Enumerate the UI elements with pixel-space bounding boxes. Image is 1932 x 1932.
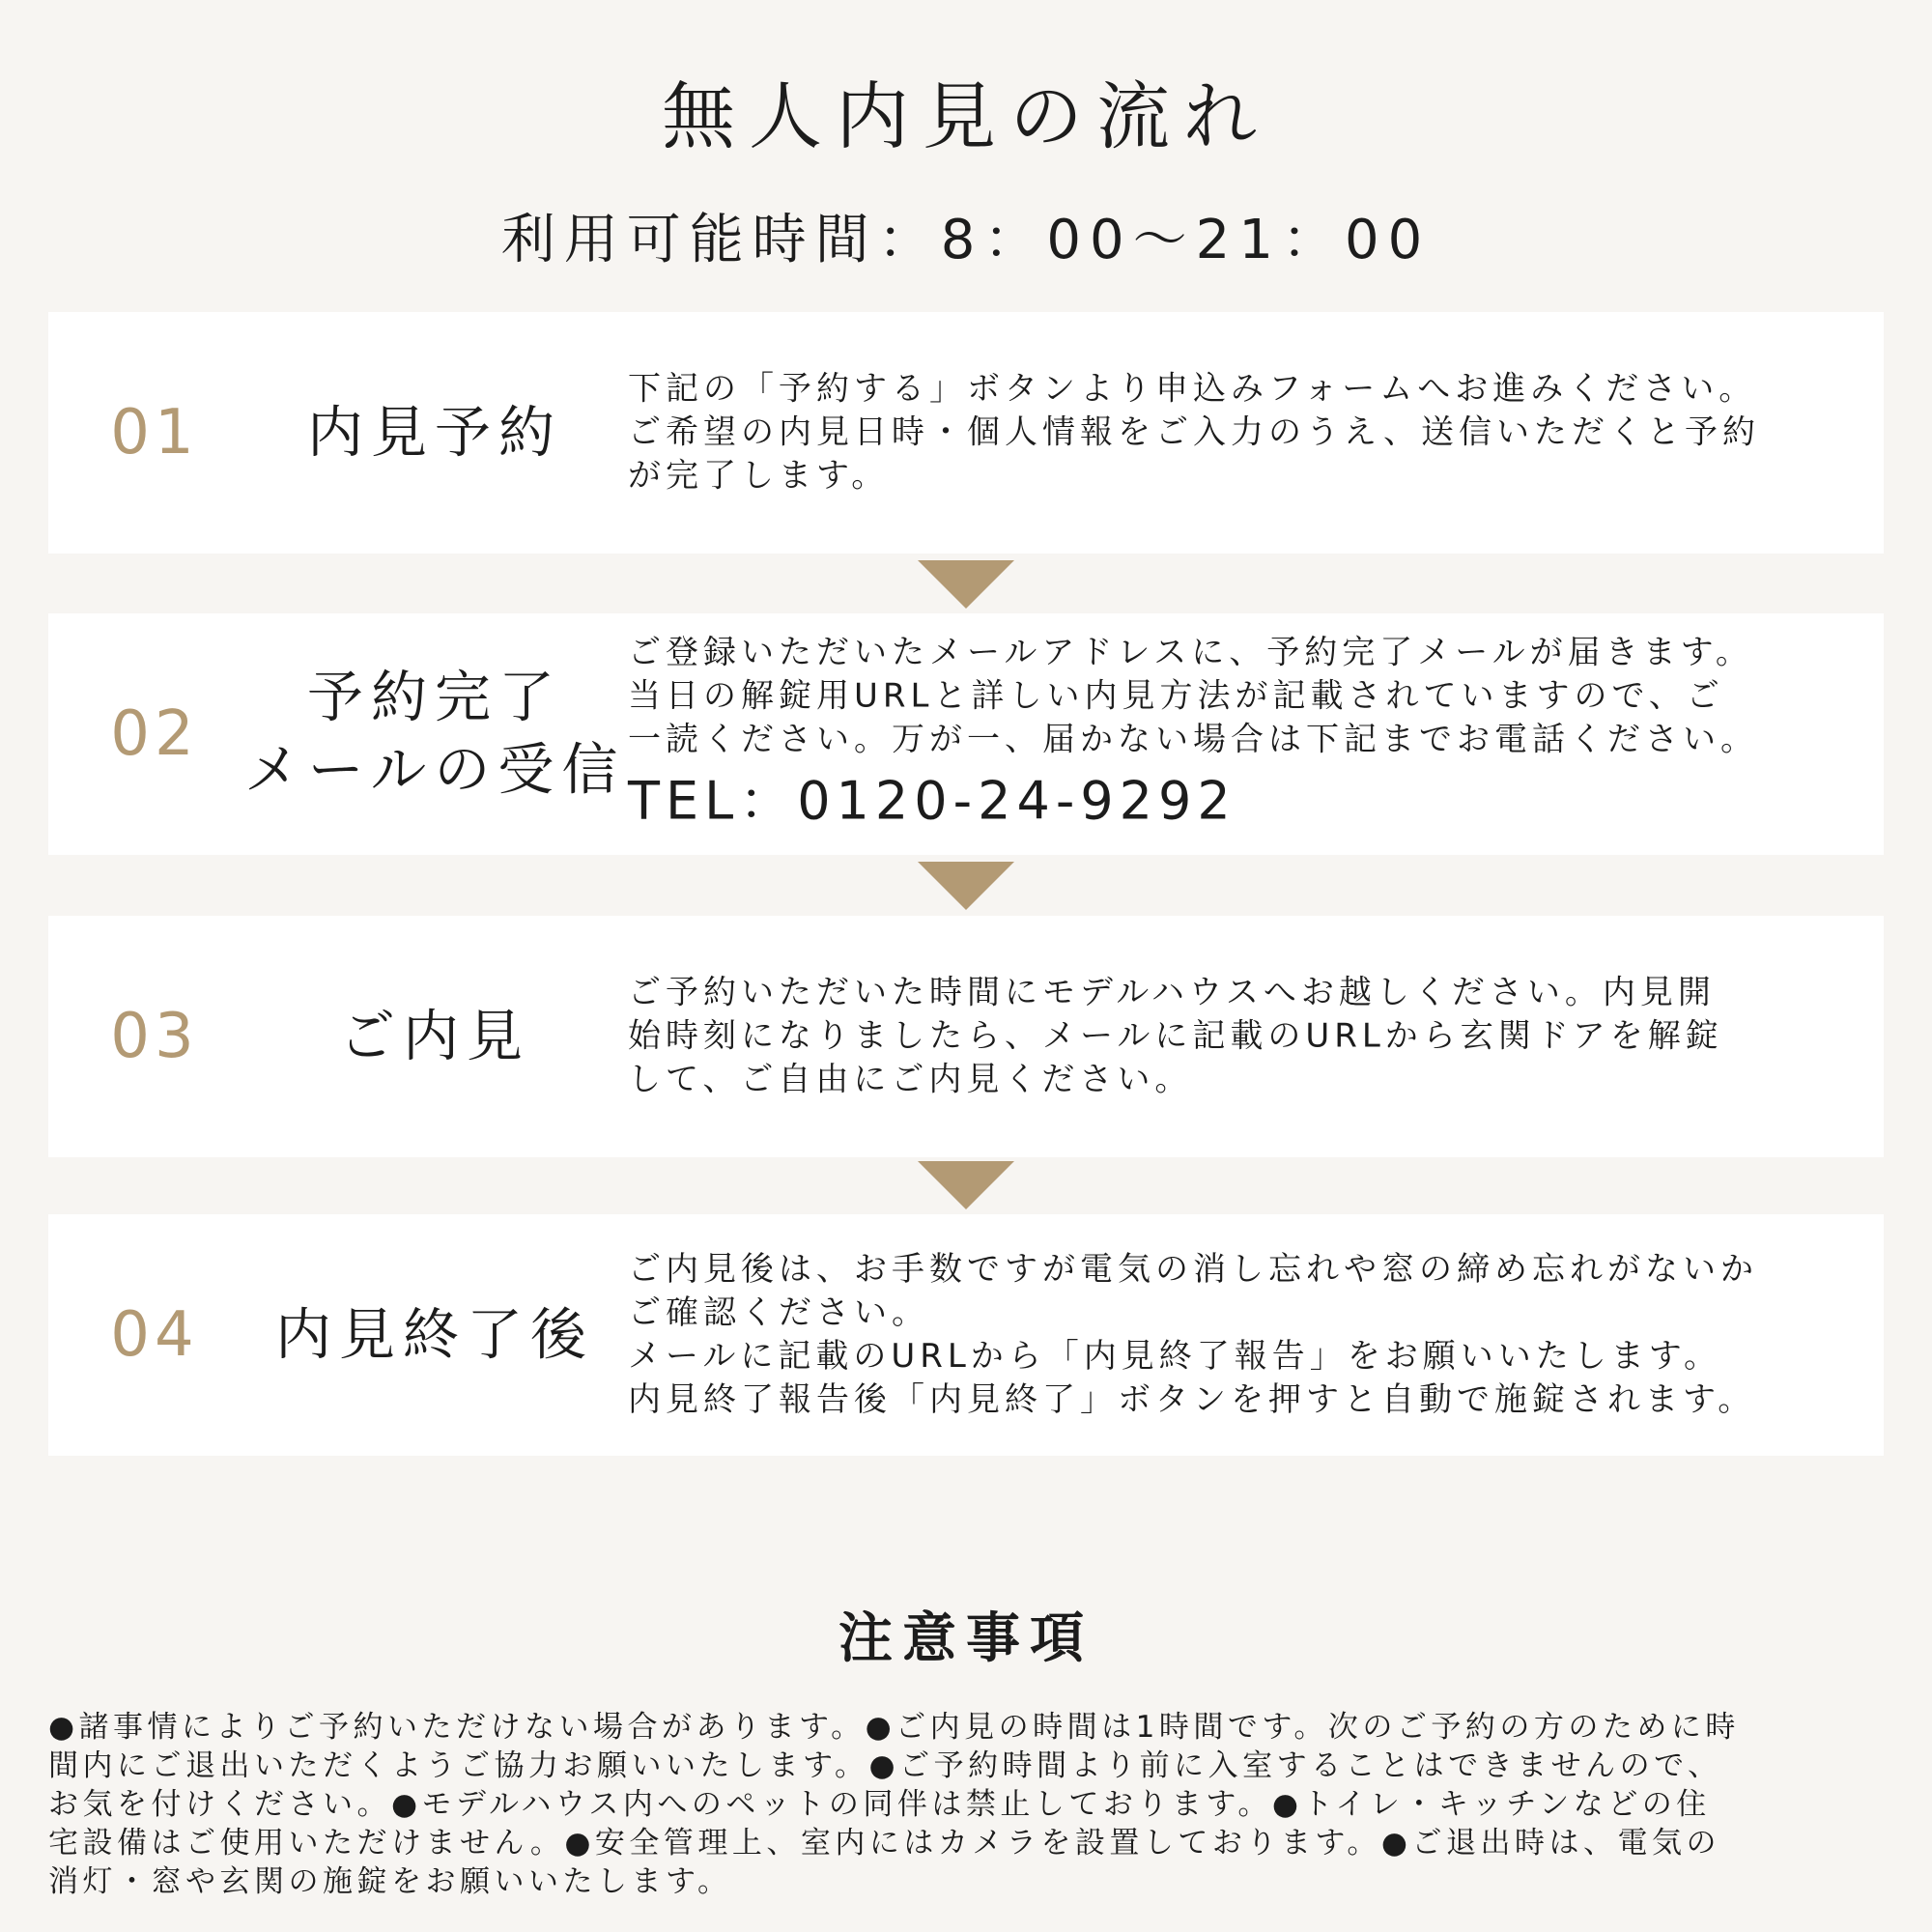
notes-line: お気を付けください。●モデルハウス内へのペットの同伴は禁止しております。●トイレ・キッチンなどの住 [48,1787,1711,1822]
step-description-line: が完了します。 [628,456,890,496]
step-title [227,1000,642,1072]
available-hours: 利用可能時間：8：00〜21：00 [500,209,1432,271]
step-title [227,1298,642,1371]
notes-line: ●諸事情によりご予約いただけない場合があります。●ご内見の時間は1時間です。次のご予約の方のために時 [48,1710,1740,1745]
step-description-line: ご確認ください。 [628,1293,929,1332]
step-description-line: ご予約いただいた時間にモデルハウスへお越しください。内見開 [628,973,1716,1012]
step-description-line: ご登録いただいたメールアドレスに、予約完了メールが届きます。 [628,633,1753,672]
page-title: 無人内見の流れ [662,73,1270,159]
step-number: 03 [110,1001,199,1072]
down-arrow-icon [918,862,1014,910]
step-description-line: ご内見後は、お手数ですが電気の消し忘れや窓の締め忘れがないか [628,1250,1758,1289]
step-number: 01 [110,397,199,469]
step-title [227,662,642,808]
step-description-line: ご希望の内見日時・個人情報をご入力のうえ、送信いただくと予約 [628,412,1761,452]
step-title-line: 予約完了 [306,664,562,730]
step-number: 02 [110,698,199,770]
step-description-line: 一読ください。万が一、届かない場合は下記までお電話ください。 [628,720,1758,759]
step-title-line: 内見終了後 [274,1301,594,1368]
step-title-line: 内見予約 [306,399,562,466]
notes-line: 消灯・窓や玄関の施錠をお願いいたします。 [48,1864,732,1899]
step-description [628,368,1874,498]
step-description-line: 始時刻になりましたら、メールに記載のURLから玄関ドアを解錠 [628,1016,1723,1056]
step-description-line: 内見終了報告後「内見終了」ボタンを押すと自動で施錠されます。 [628,1380,1756,1419]
step-card-03 [48,916,1884,1157]
down-arrow-icon [918,1161,1014,1209]
down-arrow-icon [918,560,1014,609]
step-description [628,1248,1874,1422]
step-title-line: メールの受信 [243,737,626,803]
step-title [227,396,642,469]
phone-number[interactable]: TEL：0120-24-9292 [628,770,1236,832]
notes-line: 宅設備はご使用いただけません。●安全管理上、室内にはカメラを設置しております。●ご退出時は、電気の [48,1826,1720,1861]
step-card-02 [48,613,1884,855]
step-description-line: 下記の「予約する」ボタンより申込みフォームへお進みください。 [628,369,1757,409]
step-number: 04 [110,1299,199,1371]
step-card-04 [48,1214,1884,1456]
step-description-line: して、ご自由にご内見ください。 [628,1060,1193,1099]
step-description-line: 当日の解錠用URLと詳しい内見方法が記載されていますので、ご [628,676,1724,716]
notes-body [48,1708,1903,1901]
step-description [628,972,1874,1102]
step-card-01 [48,312,1884,554]
step-title-line: ご内見 [338,1003,530,1069]
notes-title: 注意事項 [838,1607,1094,1670]
step-description-line: メールに記載のURLから「内見終了報告」をお願いいたします。 [628,1337,1722,1376]
step-description [628,632,1874,838]
notes-line: 間内にご退出いただくようご協力お願いいたします。●ご予約時間より前に入室することはできませんので、 [48,1748,1722,1783]
